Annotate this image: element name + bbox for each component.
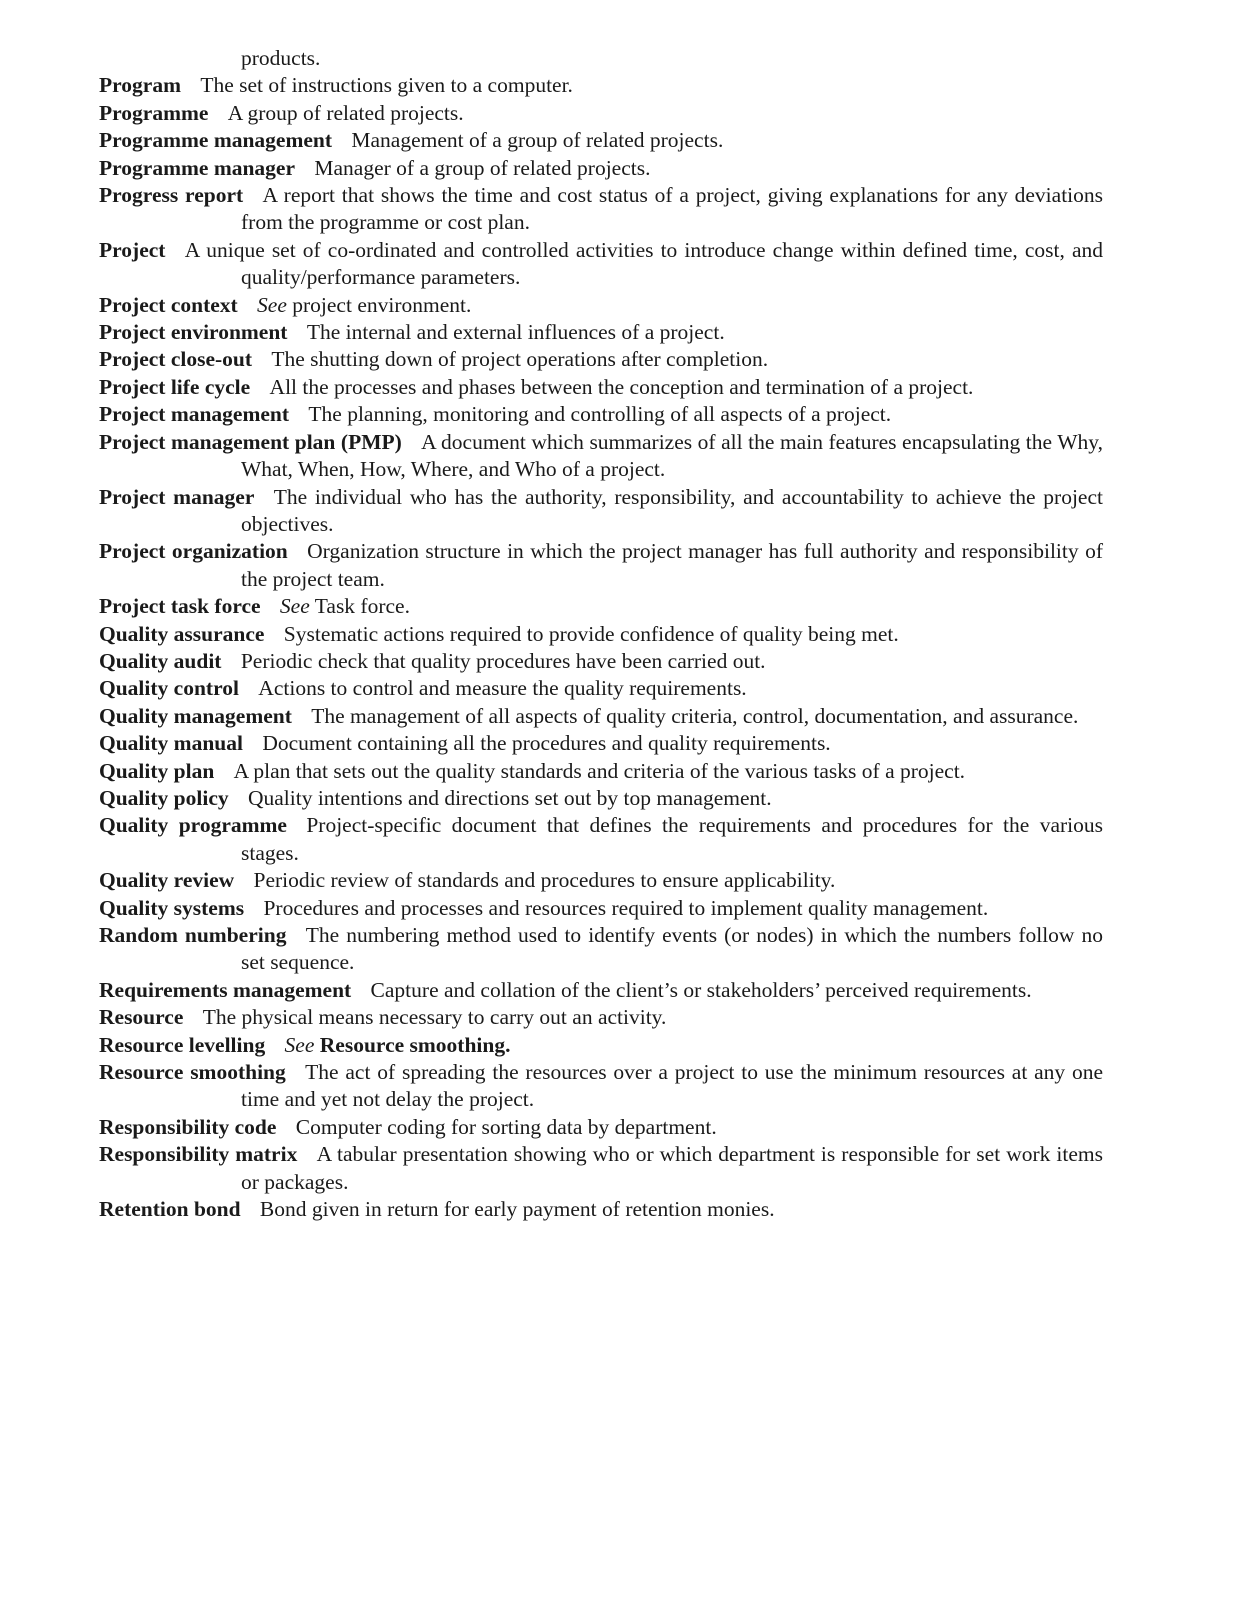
glossary-entry [99, 621, 1103, 648]
glossary-term: Progress report [99, 183, 244, 208]
glossary-term: Project organization [99, 539, 288, 564]
glossary-entry [99, 675, 1103, 702]
glossary-definition: Periodic review of standards and procedures to ensure applicability. [253, 868, 836, 893]
glossary-definition: The set of instructions given to a computer. [200, 73, 573, 98]
glossary-term: Resource [99, 1005, 184, 1030]
glossary-definition: Actions to control and measure the quality requirements. [258, 676, 747, 701]
glossary-term: Quality assurance [99, 621, 265, 646]
glossary-definition: A report that shows the time and cost status of a project, giving explanations for any deviations from the programme or cost plan. [241, 183, 1104, 235]
glossary-definition: Periodic check that quality procedures have been carried out. [240, 648, 766, 673]
glossary-definition: The internal and external influences of a project. [306, 320, 725, 345]
glossary-entry [99, 72, 1103, 99]
glossary-entry [99, 895, 1103, 922]
glossary-entry [99, 730, 1103, 757]
glossary-entry [99, 292, 1103, 319]
glossary-definition: A group of related projects. [227, 100, 464, 125]
glossary-entry [99, 346, 1103, 373]
glossary-term: Project manager [99, 484, 255, 509]
glossary-entry [99, 100, 1103, 127]
glossary-term: Program [99, 73, 181, 98]
glossary-term: Quality review [99, 868, 235, 893]
glossary-entry [99, 319, 1103, 346]
glossary-entry [99, 812, 1103, 867]
glossary-term: Project close-out [99, 347, 253, 372]
glossary-definition: Task force. [314, 594, 410, 619]
glossary-entry [99, 922, 1103, 977]
glossary-entry [99, 484, 1103, 539]
glossary-term: Retention bond [99, 1197, 241, 1222]
glossary-term: Resource levelling [99, 1032, 266, 1057]
glossary-entry [99, 703, 1103, 730]
glossary-definition: Management of a group of related projects. [351, 128, 724, 153]
glossary-entry [99, 1004, 1103, 1031]
glossary-definition: Organization structure in which the project manager has full authority and responsibility of the project team. [241, 539, 1103, 591]
glossary-entry [99, 538, 1103, 593]
glossary-definition: A document which summarizes of all the main features encapsulating the Why, What, When, How, Where, and Who of a project. [241, 429, 1103, 482]
glossary-definition: Bond given in return for early payment of retention monies. [259, 1197, 775, 1222]
glossary-definition: project environment. [292, 292, 472, 317]
glossary-definition: Procedures and processes and resources required to implement quality management. [263, 895, 989, 920]
glossary-definition: The act of spreading the resources over a project to use the minimum resources at any one time and yet not delay the project. [241, 1060, 1103, 1112]
glossary-definition: The shutting down of project operations after completion. [271, 347, 769, 372]
see-target: Resource smoothing. [319, 1032, 511, 1057]
glossary-entry [99, 785, 1103, 812]
glossary-term: Responsibility code [99, 1114, 277, 1139]
glossary-term: Quality audit [99, 648, 222, 673]
glossary-term: Quality management [99, 703, 292, 728]
glossary-entry [99, 648, 1103, 675]
glossary-term: Requirements management [99, 977, 352, 1002]
glossary-term: Project context [99, 292, 238, 317]
see-reference: See [279, 594, 310, 619]
glossary-term: Random numbering [99, 923, 287, 947]
glossary-entry [99, 182, 1103, 237]
glossary-definition: The numbering method used to identify events (or nodes) in which the numbers follow no set sequence. [241, 923, 1104, 975]
glossary-term: Programme [99, 100, 209, 125]
glossary-definition: Document containing all the procedures and quality requirements. [262, 731, 831, 756]
glossary-term: Project management [99, 402, 290, 427]
glossary-term: Project management plan (PMP) [99, 429, 402, 454]
glossary-definition: The management of all aspects of quality criteria, control, documentation, and assurance. [311, 703, 1079, 728]
glossary-term: Quality policy [99, 785, 229, 810]
glossary-definition: The physical means necessary to carry out an activity. [202, 1005, 667, 1030]
glossary-definition: Computer coding for sorting data by department. [295, 1114, 717, 1139]
glossary-definition: A plan that sets out the quality standards and criteria of the various tasks of a project. [233, 758, 966, 783]
glossary-entry [99, 867, 1103, 894]
glossary-term: Quality manual [99, 731, 243, 756]
glossary-list [99, 72, 1103, 1223]
glossary-entry [99, 429, 1103, 484]
glossary-entry [99, 374, 1103, 401]
glossary-term: Quality programme [99, 813, 287, 838]
glossary-definition: A unique set of co-ordinated and controlled activities to introduce change within defined time, cost, and quality/performance parameters. [184, 237, 1103, 290]
glossary-definition: All the processes and phases between the conception and termination of a project. [269, 374, 974, 399]
glossary-entry [99, 1196, 1103, 1223]
glossary-entry [99, 237, 1103, 292]
glossary-definition: The individual who has the authority, responsibility, and accountability to achieve the project objectives. [241, 484, 1103, 536]
glossary-entry [99, 977, 1103, 1004]
glossary-entry [99, 401, 1103, 428]
glossary-term: Project task force [99, 594, 261, 619]
glossary-term: Resource smoothing [99, 1060, 286, 1085]
glossary-entry [99, 1141, 1103, 1196]
see-reference: See [284, 1032, 315, 1057]
glossary-entry [99, 155, 1103, 182]
see-reference: See [257, 292, 287, 317]
glossary-term: Project life cycle [99, 374, 251, 399]
continuation-text: products. [241, 46, 321, 70]
glossary-entry [99, 758, 1103, 785]
glossary-entry [99, 127, 1103, 154]
glossary-term: Quality systems [99, 895, 245, 920]
glossary-term: Responsibility matrix [99, 1142, 298, 1167]
glossary-definition: Manager of a group of related projects. [314, 155, 651, 180]
glossary-entry [99, 1114, 1103, 1141]
glossary-entry [99, 593, 1103, 620]
glossary-definition: Quality intentions and directions set out by top management. [247, 785, 772, 810]
glossary-page [99, 45, 1103, 1223]
glossary-term: Project environment [99, 320, 288, 345]
glossary-term: Quality control [99, 676, 239, 701]
glossary-definition: Capture and collation of the client’s or stakeholders’ perceived requirements. [370, 977, 1032, 1002]
glossary-definition: A tabular presentation showing who or which department is responsible for set work items or packages. [241, 1142, 1103, 1194]
glossary-definition: Systematic actions required to provide confidence of quality being met. [283, 621, 899, 646]
glossary-entry [99, 1059, 1103, 1114]
glossary-entry [99, 1032, 1103, 1059]
glossary-term: Quality plan [99, 758, 215, 783]
glossary-term: Programme manager [99, 155, 296, 180]
glossary-definition: Project-specific document that defines the requirements and procedures for the various stages. [241, 813, 1103, 865]
glossary-term: Programme management [99, 128, 333, 153]
glossary-term: Project [99, 237, 166, 262]
glossary-definition: The planning, monitoring and controlling of all aspects of a project. [308, 402, 892, 427]
